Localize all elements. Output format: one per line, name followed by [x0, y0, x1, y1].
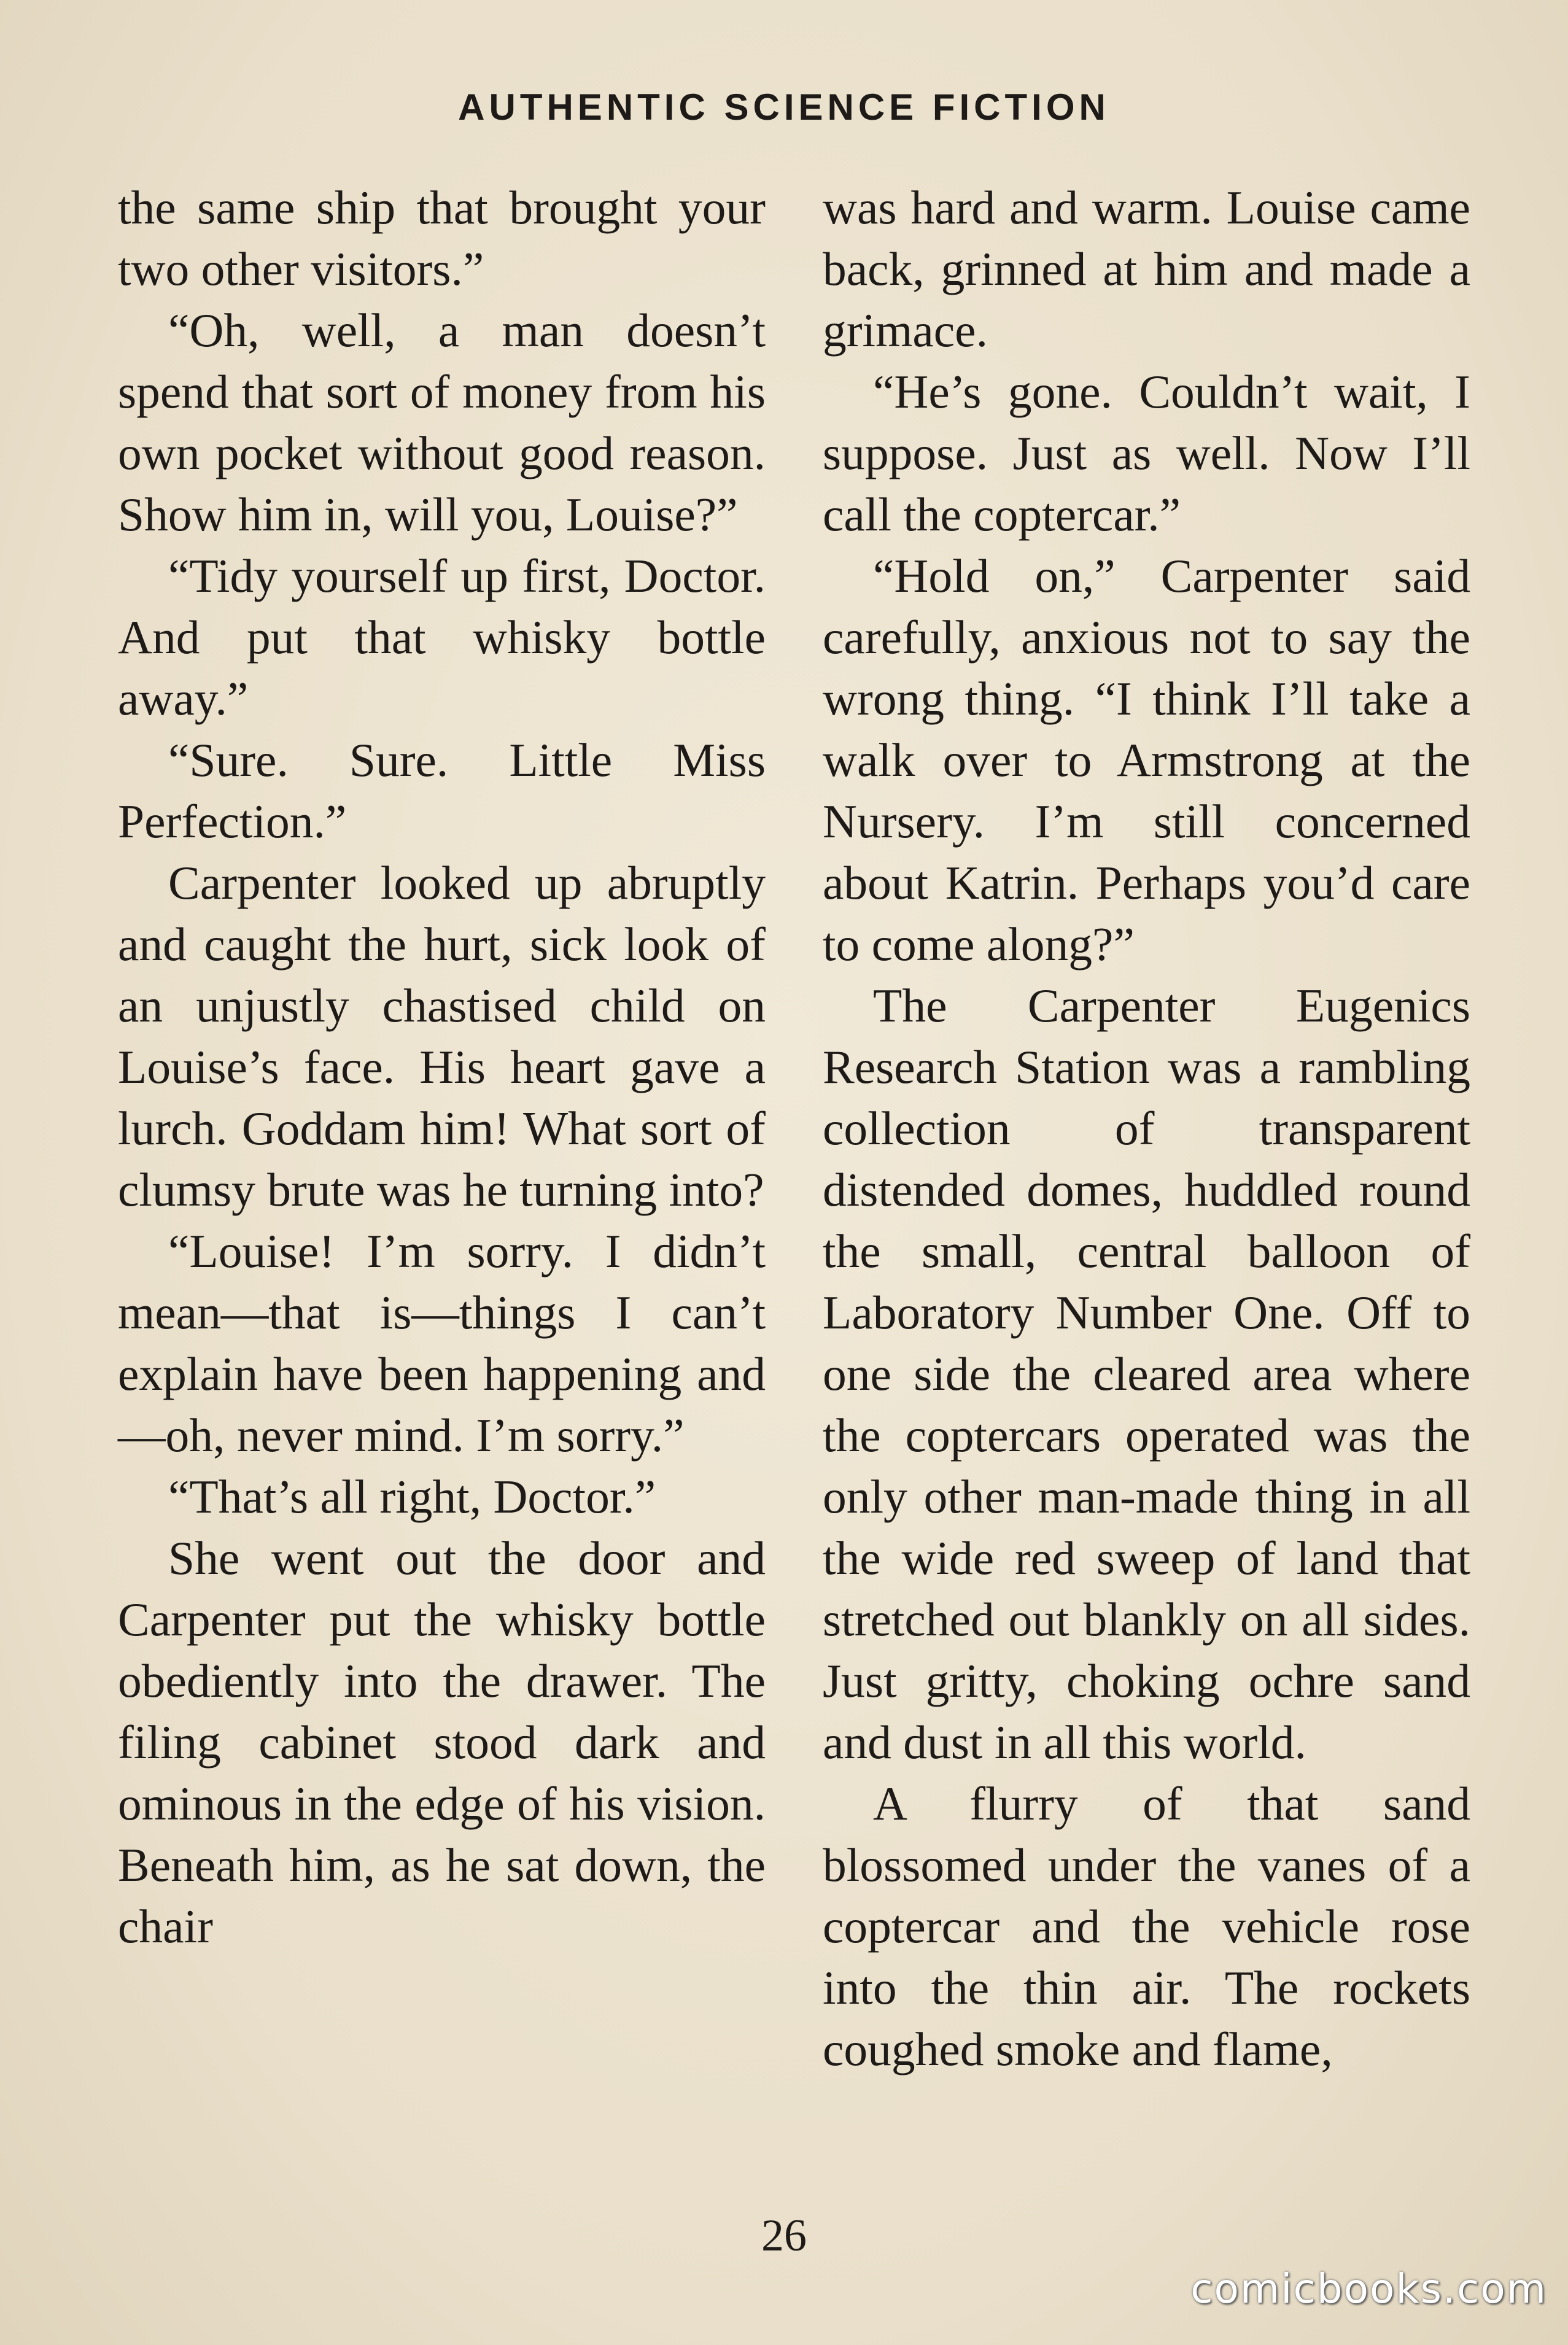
- site-watermark: comicbooks.com: [1190, 2265, 1547, 2312]
- paragraph: the same ship that brought your two other visitors.”: [118, 181, 766, 295]
- text-column-left: [118, 177, 766, 1957]
- paragraph: The Carpenter Eugenics Research Station was a rambling collection of transparent distended domes, huddled round the small, central balloon of Laboratory Number One. Off to one side the cleared area where the coptercars operated was the only other man-made thing in all the wide red sweep of land that stretched out blankly on all sides. Just gritty, choking ochre sand and dust in all this world.: [823, 979, 1470, 1769]
- paragraph: “He’s gone. Couldn’t wait, I suppose. Just as well. Now I’ll call the coptercar.”: [823, 365, 1470, 541]
- paragraph: “Sure. Sure. Little Miss Perfection.”: [118, 734, 766, 848]
- paragraph: “Hold on,” Carpenter said carefully, anxious not to say the wrong thing. “I think I’ll take a walk over to Armstrong at the Nursery. I’m still concerned about Katrin. Perhaps you’d care to come along?”: [823, 549, 1470, 971]
- paragraph: “Oh, well, a man doesn’t spend that sort of money from his own pocket without good reason. Show him in, will you, Louise?”: [118, 304, 766, 541]
- paragraph: She went out the door and Carpenter put the whisky bottle obediently into the drawer. The filing cabinet stood dark and ominous in the edge of his vision. Beneath him, as he sat down, the chair: [118, 1532, 766, 1953]
- paragraph: “Louise! I’m sorry. I didn’t mean—that is—things I can’t explain have been happening and—oh, never mind. I’m sorry.”: [118, 1225, 766, 1462]
- running-title: AUTHENTIC SCIENCE FICTION: [458, 87, 1110, 128]
- page-number: 26: [761, 2211, 807, 2261]
- text-column-right: [823, 177, 1470, 2080]
- paragraph: Carpenter looked up abruptly and caught the hurt, sick look of an unjustly chastised child on Louise’s face. His heart gave a lurch. Goddam him! What sort of clumsy brute was he turning into?: [118, 856, 766, 1216]
- paragraph: A flurry of that sand blossomed under the vanes of a coptercar and the vehicle rose into the thin air. The rockets coughed smoke and flame,: [823, 1777, 1470, 2076]
- paragraph: “Tidy yourself up first, Doctor. And put that whisky bottle away.”: [118, 549, 766, 725]
- paragraph: was hard and warm. Louise came back, grinned at him and made a grimace.: [823, 181, 1470, 357]
- paragraph: “That’s all right, Doctor.”: [168, 1470, 656, 1523]
